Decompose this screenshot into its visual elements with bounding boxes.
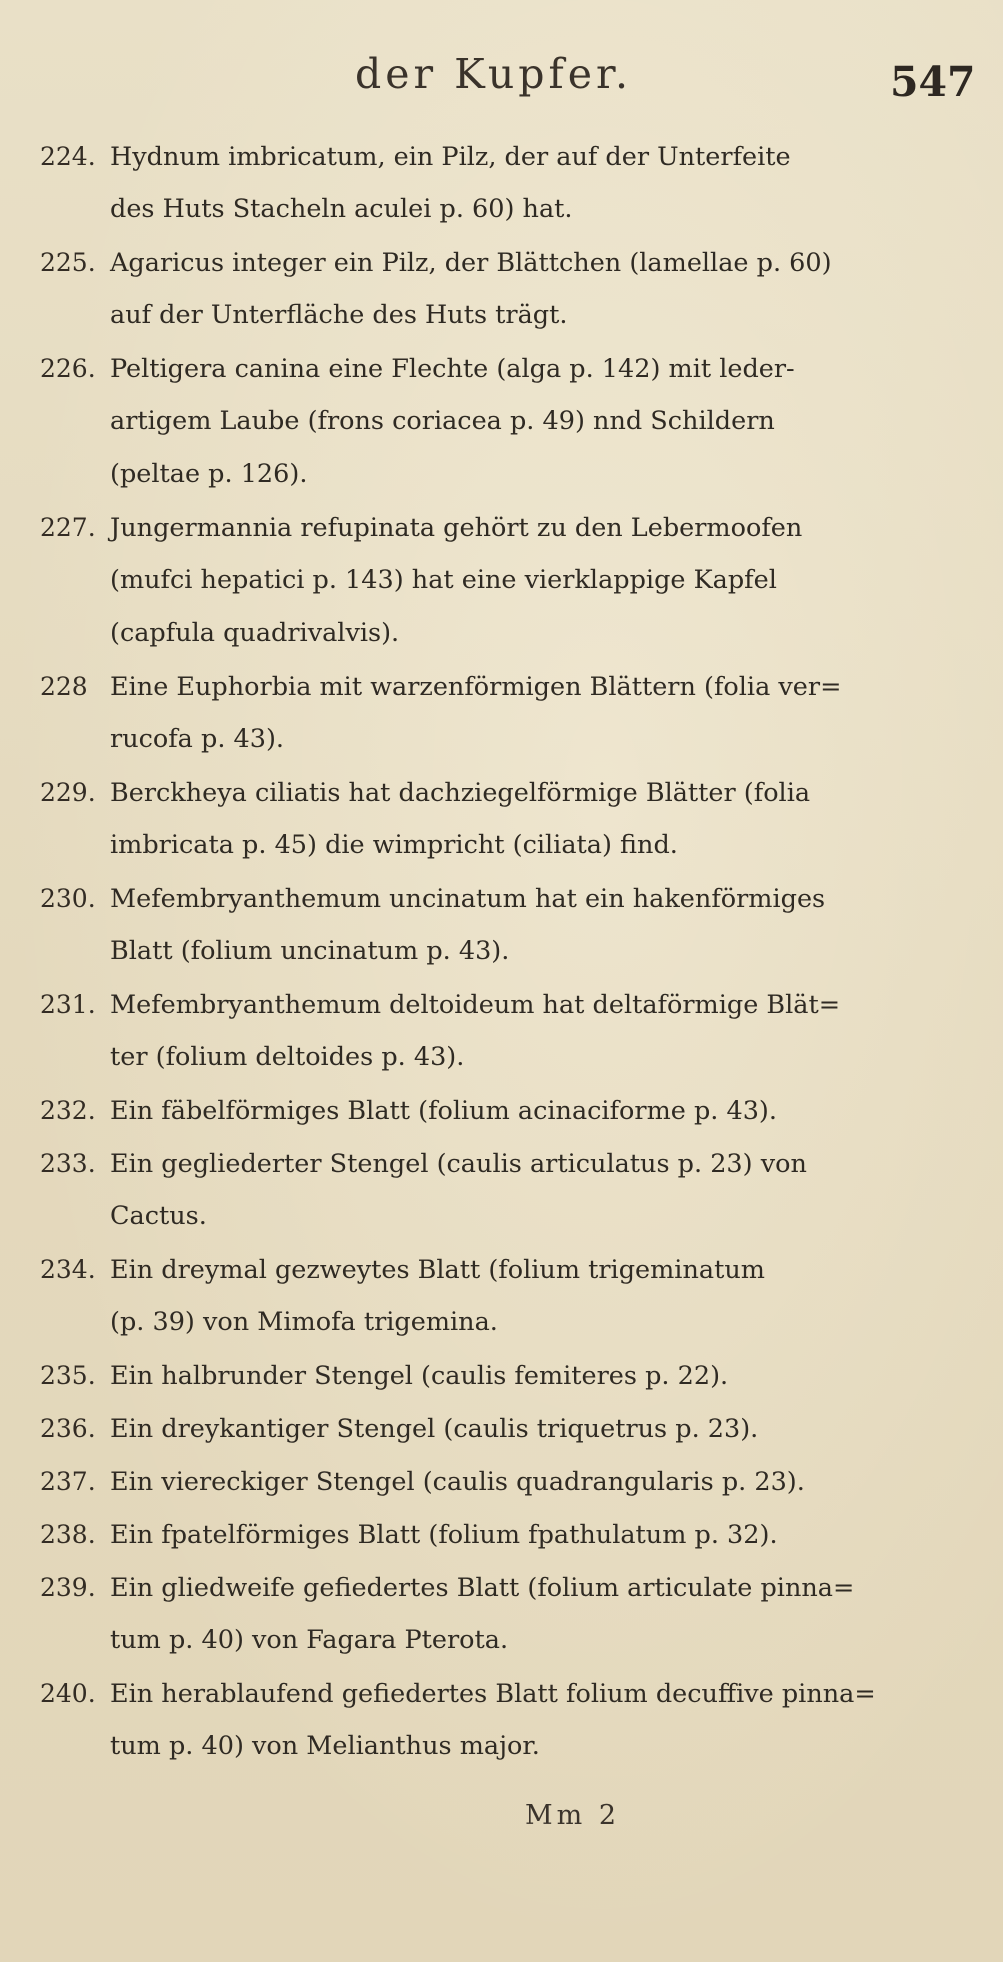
- entry-number: 238.: [40, 1520, 96, 1549]
- entry-text: Ein dreymal gezweytes Blatt (folium trigeminatum: [110, 1255, 765, 1285]
- entry-first-line: [40, 130, 990, 183]
- entry-text: Jungermannia refupinata gehört zu den Lebermoofen: [110, 513, 803, 543]
- entry-item: [40, 1508, 990, 1561]
- entry-first-line: [40, 978, 990, 1031]
- entry-text: Berckheya ciliatis hat dachziegelförmige Blätter (folia: [110, 778, 811, 808]
- entry-number: 237.: [40, 1467, 96, 1496]
- entry-item: [40, 766, 990, 872]
- entry-text: Ein gegliederter Stengel (caulis articulatus p. 23) von: [110, 1149, 807, 1179]
- entry-item: [40, 1084, 990, 1137]
- entry-first-line: [40, 1402, 990, 1455]
- entry-continuation-line: tum p. 40) von Melianthus major.: [110, 1731, 540, 1761]
- entry-item: [40, 1349, 990, 1402]
- entry-first-line: [40, 236, 990, 289]
- entry-number: 228: [40, 672, 88, 701]
- entry-number: 236.: [40, 1414, 96, 1443]
- entry-text: Mefembryanthemum uncinatum hat ein hakenförmiges: [110, 884, 826, 914]
- entry-first-line: [40, 1455, 990, 1508]
- entry-number: 227.: [40, 513, 96, 542]
- entry-first-line: [40, 342, 990, 395]
- entry-number: 234.: [40, 1255, 96, 1284]
- entry-number: 224.: [40, 142, 96, 171]
- entry-first-line: [40, 1243, 990, 1296]
- entry-item: [40, 342, 990, 501]
- entry-continuation-line: des Huts Stacheln aculei p. 60) hat.: [110, 194, 573, 224]
- printer-signature-mark: Mm 2: [525, 1800, 621, 1831]
- entry-item: [40, 1667, 990, 1773]
- entry-number: 233.: [40, 1149, 96, 1178]
- entry-continuation-line: auf der Unterfläche des Huts trägt.: [110, 300, 568, 330]
- entry-number: 235.: [40, 1361, 96, 1390]
- entry-item: [40, 501, 990, 660]
- entry-item: [40, 1455, 990, 1508]
- entry-first-line: [40, 660, 990, 713]
- entry-number: 231.: [40, 990, 96, 1019]
- entry-continuation-line: artigem Laube (frons coriacea p. 49) nnd Schildern: [110, 406, 775, 436]
- entry-continuation-line: (capfula quadrivalvis).: [110, 618, 400, 648]
- entry-number: 225.: [40, 248, 96, 277]
- running-title: der Kupfer.: [355, 50, 633, 98]
- entry-text: Hydnum imbricatum, ein Pilz, der auf der Unterfeite: [110, 142, 791, 172]
- entry-continuation-line: ter (folium deltoides p. 43).: [110, 1042, 465, 1072]
- entry-number: 240.: [40, 1679, 96, 1708]
- entry-item: [40, 1137, 990, 1243]
- entry-continuation-line: rucofa p. 43).: [110, 724, 285, 754]
- entry-item: [40, 1561, 990, 1667]
- entry-number: 239.: [40, 1573, 96, 1602]
- entry-text: Ein viereckiger Stengel (caulis quadrangularis p. 23).: [110, 1467, 805, 1497]
- entry-text: Mefembryanthemum deltoideum hat deltaförmige Blät=: [110, 990, 841, 1020]
- entry-number: 229.: [40, 778, 96, 807]
- entry-text: Agaricus integer ein Pilz, der Blättchen (lamellae p. 60): [110, 248, 832, 278]
- entry-item: [40, 1402, 990, 1455]
- entry-item: [40, 236, 990, 342]
- entry-continuation-line: imbricata p. 45) die wimpricht (ciliata) find.: [110, 830, 678, 860]
- entry-first-line: [40, 501, 990, 554]
- entry-continuation-line: tum p. 40) von Fagara Pterota.: [110, 1625, 509, 1655]
- entry-continuation-line: Blatt (folium uncinatum p. 43).: [110, 936, 510, 966]
- entry-number: 230.: [40, 884, 96, 913]
- entry-first-line: [40, 1084, 990, 1137]
- entry-text: Ein herablaufend gefiedertes Blatt folium decuffive pinna=: [110, 1679, 876, 1709]
- entry-first-line: [40, 1508, 990, 1561]
- entry-continuation-line: (mufci hepatici p. 143) hat eine vierklappige Kapfel: [110, 565, 777, 595]
- entry-item: [40, 660, 990, 766]
- entry-text: Ein halbrunder Stengel (caulis femiteres p. 22).: [110, 1361, 729, 1391]
- entry-item: [40, 872, 990, 978]
- entry-first-line: [40, 1561, 990, 1614]
- entry-first-line: [40, 1137, 990, 1190]
- entry-text: Ein gliedweife gefiedertes Blatt (folium articulate pinna=: [110, 1573, 855, 1603]
- entry-continuation-line: (peltae p. 126).: [110, 459, 308, 489]
- entry-item: [40, 130, 990, 236]
- page-number: 547: [890, 58, 976, 106]
- entry-continuation-line: (p. 39) von Mimofa trigemina.: [110, 1307, 498, 1337]
- entry-continuation-line: Cactus.: [110, 1201, 207, 1231]
- entry-number: 226.: [40, 354, 96, 383]
- entry-text: Ein fpatelförmiges Blatt (folium fpathulatum p. 32).: [110, 1520, 778, 1550]
- entry-first-line: [40, 766, 990, 819]
- entry-text: Ein dreykantiger Stengel (caulis triquetrus p. 23).: [110, 1414, 759, 1444]
- plate-entries-list: [0, 130, 1003, 1773]
- entry-first-line: [40, 1349, 990, 1402]
- entry-number: 232.: [40, 1096, 96, 1125]
- entry-first-line: [40, 872, 990, 925]
- entry-item: [40, 1243, 990, 1349]
- entry-text: Ein fäbelförmiges Blatt (folium acinaciforme p. 43).: [110, 1096, 777, 1126]
- entry-item: [40, 978, 990, 1084]
- entry-text: Eine Euphorbia mit warzenförmigen Blättern (folia ver=: [110, 672, 842, 702]
- entry-text: Peltigera canina eine Flechte (alga p. 142) mit leder-: [110, 354, 795, 384]
- entry-first-line: [40, 1667, 990, 1720]
- running-head: [0, 42, 1003, 112]
